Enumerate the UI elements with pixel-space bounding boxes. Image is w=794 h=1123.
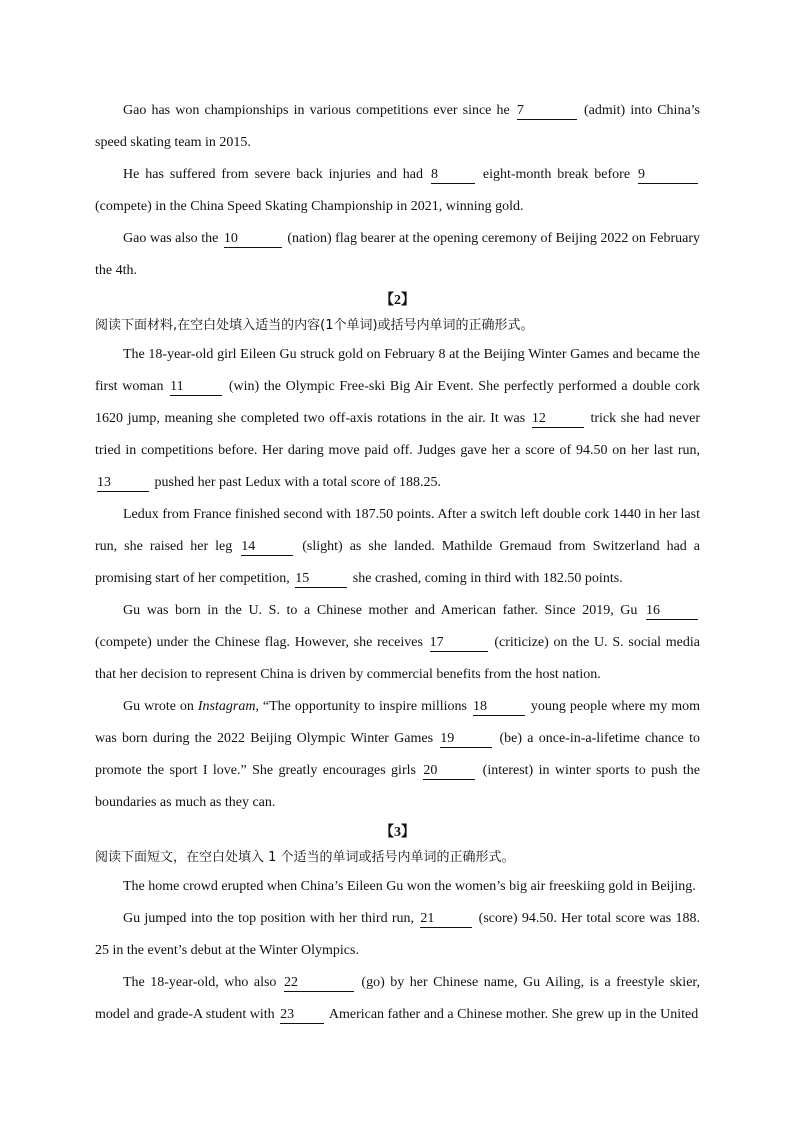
italic-text: Instagram: [197, 699, 256, 714]
blank-14[interactable]: 14: [241, 538, 293, 556]
paragraph: Gu was born in the U. S. to a Chinese mother and American father. Since 2019, Gu 16 (compete) under the Chinese flag. However, she receives 17 (criticize) on the U. S. social media that her decision to represent China is driven by commercial benefits from the host nation.: [95, 603, 700, 682]
section-part2: [95, 339, 700, 819]
paragraph: He has suffered from severe back injuries and had 8 eight-month break before 9 (compete) in the China Speed Skating Championship in 2021, winning gold.: [95, 159, 700, 223]
section-heading-2: 【2】: [380, 293, 415, 308]
blank-19[interactable]: 19: [440, 730, 492, 748]
blank-20[interactable]: 20: [423, 762, 475, 780]
blank-8[interactable]: 8: [431, 166, 475, 184]
paragraph: The 18-year-old girl Eileen Gu struck gold on February 8 at the Beijing Winter Games and became the first woman 11 (win) the Olympic Free-ski Big Air Event. She perfectly performed a double cork 1620 jump, meaning she completed two off-axis rotations in the air. It was 12 trick she had never tried in competitions before. Her daring move paid off. Judges gave her a score of 94.50 on her last run, 13 pushed her past Ledux with a total score of 188.25.: [95, 347, 701, 490]
paragraph: Ledux from France finished second with 187.50 points. After a switch left double cork 1440 in her last run, she raised her leg 14 (slight) as she landed. Mathilde Gremaud from Switzerland had a promising start of her competition, 15 she crashed, coming in third with 182.50 points.: [95, 507, 700, 586]
blank-7[interactable]: 7: [517, 102, 577, 120]
section-part1: [95, 95, 700, 287]
blank-10[interactable]: 10: [224, 230, 282, 248]
paragraph: The home crowd erupted when China’s Eileen Gu won the women’s big air freeskiing gold in Beijing.: [123, 879, 696, 894]
section-instruction-3: 阅读下面短文，在空白处填入 1 个适当的单词或括号内单词的正确形式。: [95, 850, 515, 865]
section-instruction-2: 阅读下面材料,在空白处填入适当的内容(1个单词)或括号内单词的正确形式。: [95, 318, 534, 333]
document-page: [95, 95, 700, 1031]
blank-13[interactable]: 13: [97, 474, 149, 492]
blank-23[interactable]: 23: [280, 1006, 324, 1024]
paragraph: The 18-year-old, who also 22 (go) by her Chinese name, Gu Ailing, is a freestyle skier, model and grade-A student with 23 American father and a Chinese mother. She grew up in the United: [95, 975, 701, 1022]
section-part3: [95, 871, 700, 1031]
paragraph: Gao has won championships in various competitions ever since he 7 (admit) into China’s speed skating team in 2015.: [95, 103, 701, 150]
blank-12[interactable]: 12: [532, 410, 584, 428]
blank-15[interactable]: 15: [295, 570, 347, 588]
blank-9[interactable]: 9: [638, 166, 698, 184]
blank-17[interactable]: 17: [430, 634, 488, 652]
blank-11[interactable]: 11: [170, 378, 222, 396]
blank-16[interactable]: 16: [646, 602, 698, 620]
paragraph: Gu wrote on Instagram, “The opportunity to inspire millions 18 young people where my mom was born during the 2022 Beijing Olympic Winter Games 19 (be) a once-in-a-lifetime chance to promote the sport I love.” She greatly encourages girls 20 (interest) in winter sports to push the boundaries as much as they can.: [95, 699, 700, 810]
section-heading-3: 【3】: [380, 825, 415, 840]
blank-22[interactable]: 22: [284, 974, 354, 992]
blank-21[interactable]: 21: [420, 910, 472, 928]
paragraph: Gao was also the 10 (nation) flag bearer at the opening ceremony of Beijing 2022 on February the 4th.: [95, 231, 700, 278]
paragraph: Gu jumped into the top position with her third run, 21 (score) 94.50. Her total score was 188. 25 in the event’s debut at the Winter Olympics.: [95, 911, 700, 958]
blank-18[interactable]: 18: [473, 698, 525, 716]
